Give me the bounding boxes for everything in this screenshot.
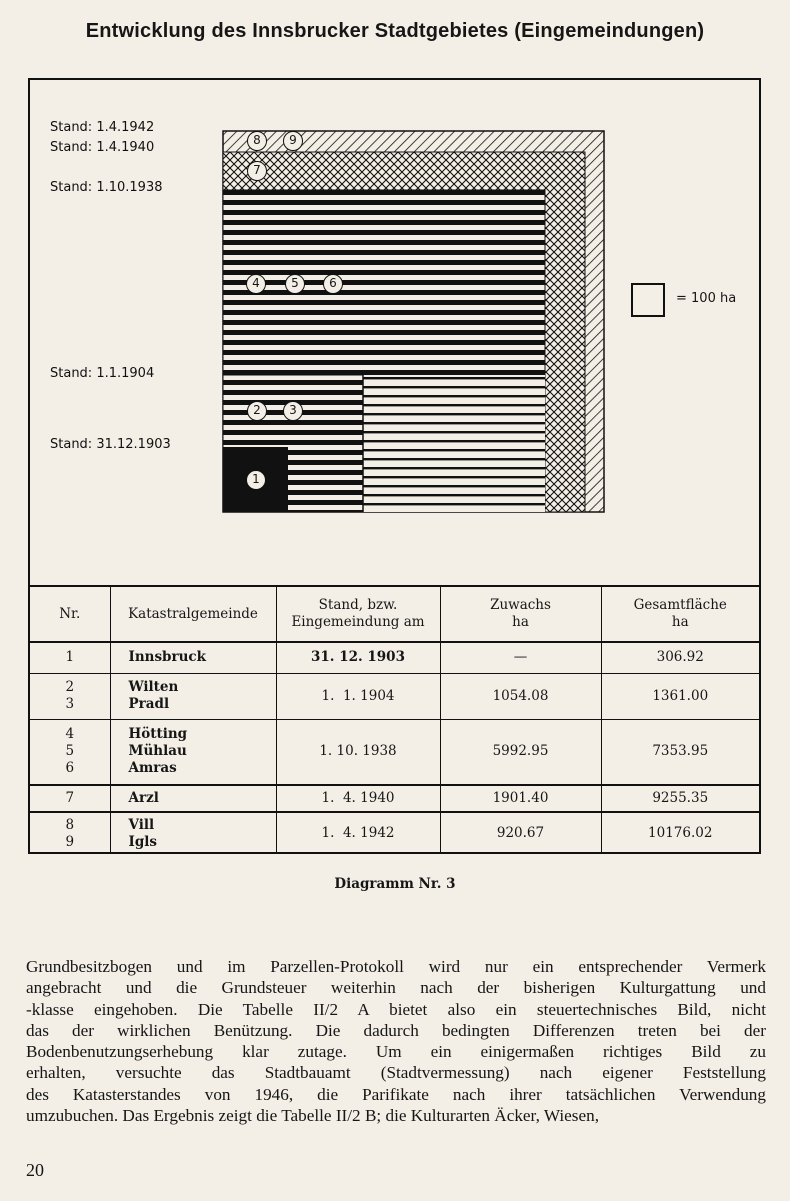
table-row bbox=[30, 642, 759, 673]
cell-date: 1. 4. 1940 bbox=[276, 785, 440, 812]
header-zuwachs: Zuwachs ha bbox=[440, 586, 601, 642]
header-gesamtflaeche: Gesamtfläche ha bbox=[601, 586, 759, 642]
cell-gesamt: 306.92 bbox=[601, 642, 759, 673]
cell-name: Arzl bbox=[110, 785, 276, 812]
cell-name: Hötting Mühlau Amras bbox=[110, 719, 276, 785]
cell-nr: 2 3 bbox=[30, 673, 110, 719]
katastral-table bbox=[30, 585, 759, 854]
stand-label-1940: Stand: 1.4.1940 bbox=[50, 140, 155, 155]
cell-gesamt: 1361.00 bbox=[601, 673, 759, 719]
cell-nr: 4 5 6 bbox=[30, 719, 110, 785]
marker-2: 2 bbox=[247, 401, 267, 421]
cell-name: Vill Igls bbox=[110, 812, 276, 854]
cell-gesamt: 10176.02 bbox=[601, 812, 759, 854]
legend-square bbox=[631, 283, 665, 317]
legend-label: = 100 ha bbox=[676, 291, 737, 306]
marker-8: 8 bbox=[247, 131, 267, 151]
area-squares-graphic bbox=[30, 80, 759, 585]
table-row bbox=[30, 673, 759, 719]
marker-6: 6 bbox=[323, 274, 343, 294]
cell-nr: 8 9 bbox=[30, 812, 110, 854]
cell-nr: 7 bbox=[30, 785, 110, 812]
area-1904-inner bbox=[363, 375, 545, 512]
body-line: -klasse eingehoben. Die Tabelle II/2 A bietet also ein steuertechnisches Bild, nicht bbox=[26, 999, 766, 1019]
header-katastralgemeinde: Katastralgemeinde bbox=[110, 586, 276, 642]
cell-zuwachs: 1901.40 bbox=[440, 785, 601, 812]
body-line: das der wirklichen Benützung. Die dadurch bedingten Differenzen treten bei der bbox=[26, 1020, 766, 1040]
table-row bbox=[30, 719, 759, 785]
table-header-row bbox=[30, 586, 759, 642]
marker-4: 4 bbox=[246, 274, 266, 294]
body-line: Grundbesitzbogen und im Parzellen-Protokoll wird nur ein entsprechender Vermerk bbox=[26, 957, 766, 976]
cell-nr: 1 bbox=[30, 642, 110, 673]
body-line: Bodenbenutzungserhebung klar zutage. Um ein einigermaßen richtiges Bild zu bbox=[26, 1042, 766, 1062]
header-stand: Stand, bzw. Eingemeindung am bbox=[276, 586, 440, 642]
table-row bbox=[30, 812, 759, 854]
body-paragraph bbox=[26, 956, 766, 1126]
area-diagram bbox=[30, 80, 759, 585]
cell-date: 1. 10. 1938 bbox=[276, 719, 440, 785]
cell-zuwachs: 1054.08 bbox=[440, 673, 601, 719]
cell-date: 31. 12. 1903 bbox=[276, 642, 440, 673]
marker-1: 1 bbox=[246, 470, 266, 490]
body-line: umzubuchen. Das Ergebnis zeigt die Tabelle II/2 B; die Kulturarten Äcker, Wiesen, bbox=[26, 1106, 600, 1126]
cell-zuwachs: 920.67 bbox=[440, 812, 601, 854]
diagram-caption: Diagramm Nr. 3 bbox=[334, 876, 456, 892]
cell-name: Innsbruck bbox=[110, 642, 276, 673]
cell-date: 1. 4. 1942 bbox=[276, 812, 440, 854]
body-line: erhalten, versuchte das Stadtbauamt (Stadtvermessung) nach eigener Feststellung bbox=[26, 1063, 766, 1083]
stand-label-1942: Stand: 1.4.1942 bbox=[50, 120, 155, 135]
cell-gesamt: 7353.95 bbox=[601, 719, 759, 785]
body-line: angebracht und die Grundsteuer weiterhin nach der bisherigen Kulturgattung und bbox=[26, 978, 766, 998]
body-line: des Katasterstandes von 1946, die Parifikate nach ihrer tatsächlichen Verwendung bbox=[26, 1084, 766, 1104]
marker-7: 7 bbox=[247, 161, 267, 181]
stand-label-1903: Stand: 31.12.1903 bbox=[50, 437, 171, 452]
cell-date: 1. 1. 1904 bbox=[276, 673, 440, 719]
page-title: Entwicklung des Innsbrucker Stadtgebietes (Eingemeindungen) bbox=[85, 20, 705, 42]
cell-gesamt: 9255.35 bbox=[601, 785, 759, 812]
table-row bbox=[30, 785, 759, 812]
marker-3: 3 bbox=[283, 401, 303, 421]
diagram-frame bbox=[28, 78, 761, 854]
header-nr: Nr. bbox=[30, 586, 110, 642]
cell-name: Wilten Pradl bbox=[110, 673, 276, 719]
marker-9: 9 bbox=[283, 131, 303, 151]
cell-zuwachs: — bbox=[440, 642, 601, 673]
stand-label-1938: Stand: 1.10.1938 bbox=[50, 180, 163, 195]
cell-zuwachs: 5992.95 bbox=[440, 719, 601, 785]
stand-label-1904: Stand: 1.1.1904 bbox=[50, 366, 155, 381]
marker-5: 5 bbox=[285, 274, 305, 294]
page-number: 20 bbox=[26, 1160, 44, 1180]
